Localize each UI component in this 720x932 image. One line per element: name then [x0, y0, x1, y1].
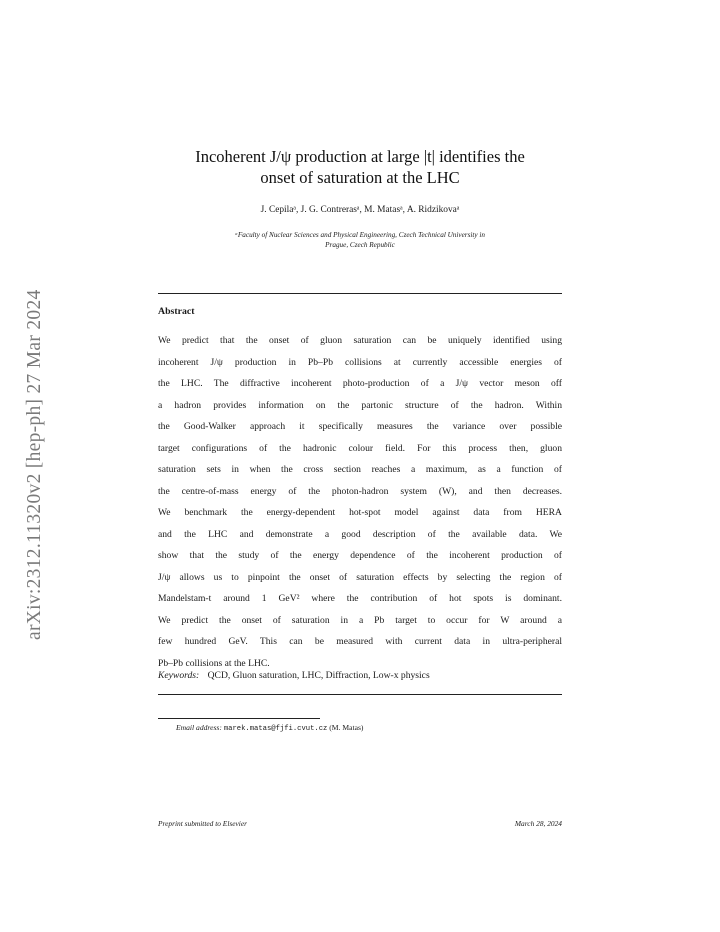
email-label: Email address:	[176, 723, 222, 732]
paper-title	[158, 146, 562, 188]
affiliation	[168, 230, 552, 250]
abstract-bottom-rule	[158, 694, 562, 695]
abstract-line: target configurations of the hadronic colour field. For this process then, gluon	[158, 442, 562, 454]
abstract-line: Mandelstam-t around 1 GeV² where the contribution of hot spots is dominant.	[158, 593, 562, 604]
keywords-label: Keywords:	[158, 670, 200, 681]
abstract-line: show that the study of the energy dependence of the incoherent production of	[158, 550, 562, 561]
abstract-line: J/ψ allows us to pinpoint the onset of saturation effects by selecting the region of	[158, 571, 562, 583]
abstract-line: Pb–Pb collisions at the LHC.	[158, 657, 270, 669]
affiliation-line-2: Prague, Czech Republic	[325, 241, 395, 249]
abstract-line: We benchmark the energy-dependent hot-spot model against data from HERA	[158, 507, 562, 518]
arxiv-identifier: arXiv:2312.11320v2 [hep-ph] 27 Mar 2024	[24, 289, 45, 640]
footnote-rule	[158, 718, 320, 719]
footer-journal: Preprint submitted to Elsevier	[158, 819, 248, 828]
title-line-1: Incoherent J/ψ production at large |t| identifies the	[195, 147, 525, 166]
abstract-line: saturation sets in when the cross section reaches a maximum, as a function of	[158, 464, 562, 475]
abstract-top-rule	[158, 293, 562, 294]
affiliation-line-1: ᵃFaculty of Nuclear Sciences and Physical Engineering, Czech Technical University in	[235, 231, 485, 239]
abstract-line: and the LHC and demonstrate a good description of the available data. We	[158, 528, 562, 540]
abstract-line: We predict that the onset of gluon saturation can be uniquely identified using	[158, 335, 562, 346]
abstract-line: the LHC. The diffractive incoherent photo-production of a J/ψ vector meson off	[158, 378, 562, 389]
title-line-2: onset of saturation at the LHC	[260, 168, 460, 187]
author-list: J. Cepilaᵃ, J. G. Contrerasᵃ, M. Matasᵃ, A. Ridzikovaᵃ	[260, 205, 460, 215]
email-footnote	[176, 723, 363, 733]
abstract-line: We predict the onset of saturation in a Pb target to occur for W around a	[158, 614, 562, 626]
abstract-line: the Good-Walker approach it specifically measures the variance over possible	[158, 421, 562, 432]
abstract-line: incoherent J/ψ production in Pb–Pb collisions at currently accessible energies of	[158, 356, 562, 368]
abstract-line: a hadron provides information on the partonic structure of the hadron. Within	[158, 399, 562, 411]
abstract-heading: Abstract	[158, 306, 195, 317]
abstract-line: few hundred GeV. This can be measured with current data in ultra-peripheral	[158, 636, 562, 647]
abstract-line: the centre-of-mass energy of the photon-hadron system (W), and then decreases.	[158, 485, 562, 497]
keywords-text: QCD, Gluon saturation, LHC, Diffraction, Low-x physics	[207, 670, 430, 681]
page-footer	[158, 819, 562, 828]
email-address[interactable]: marek.matas@fjfi.cvut.cz	[223, 725, 328, 733]
email-owner: (M. Matas)	[329, 723, 364, 732]
footer-date: March 28, 2024	[514, 819, 562, 828]
keywords	[158, 670, 562, 681]
abstract-body	[158, 334, 562, 678]
